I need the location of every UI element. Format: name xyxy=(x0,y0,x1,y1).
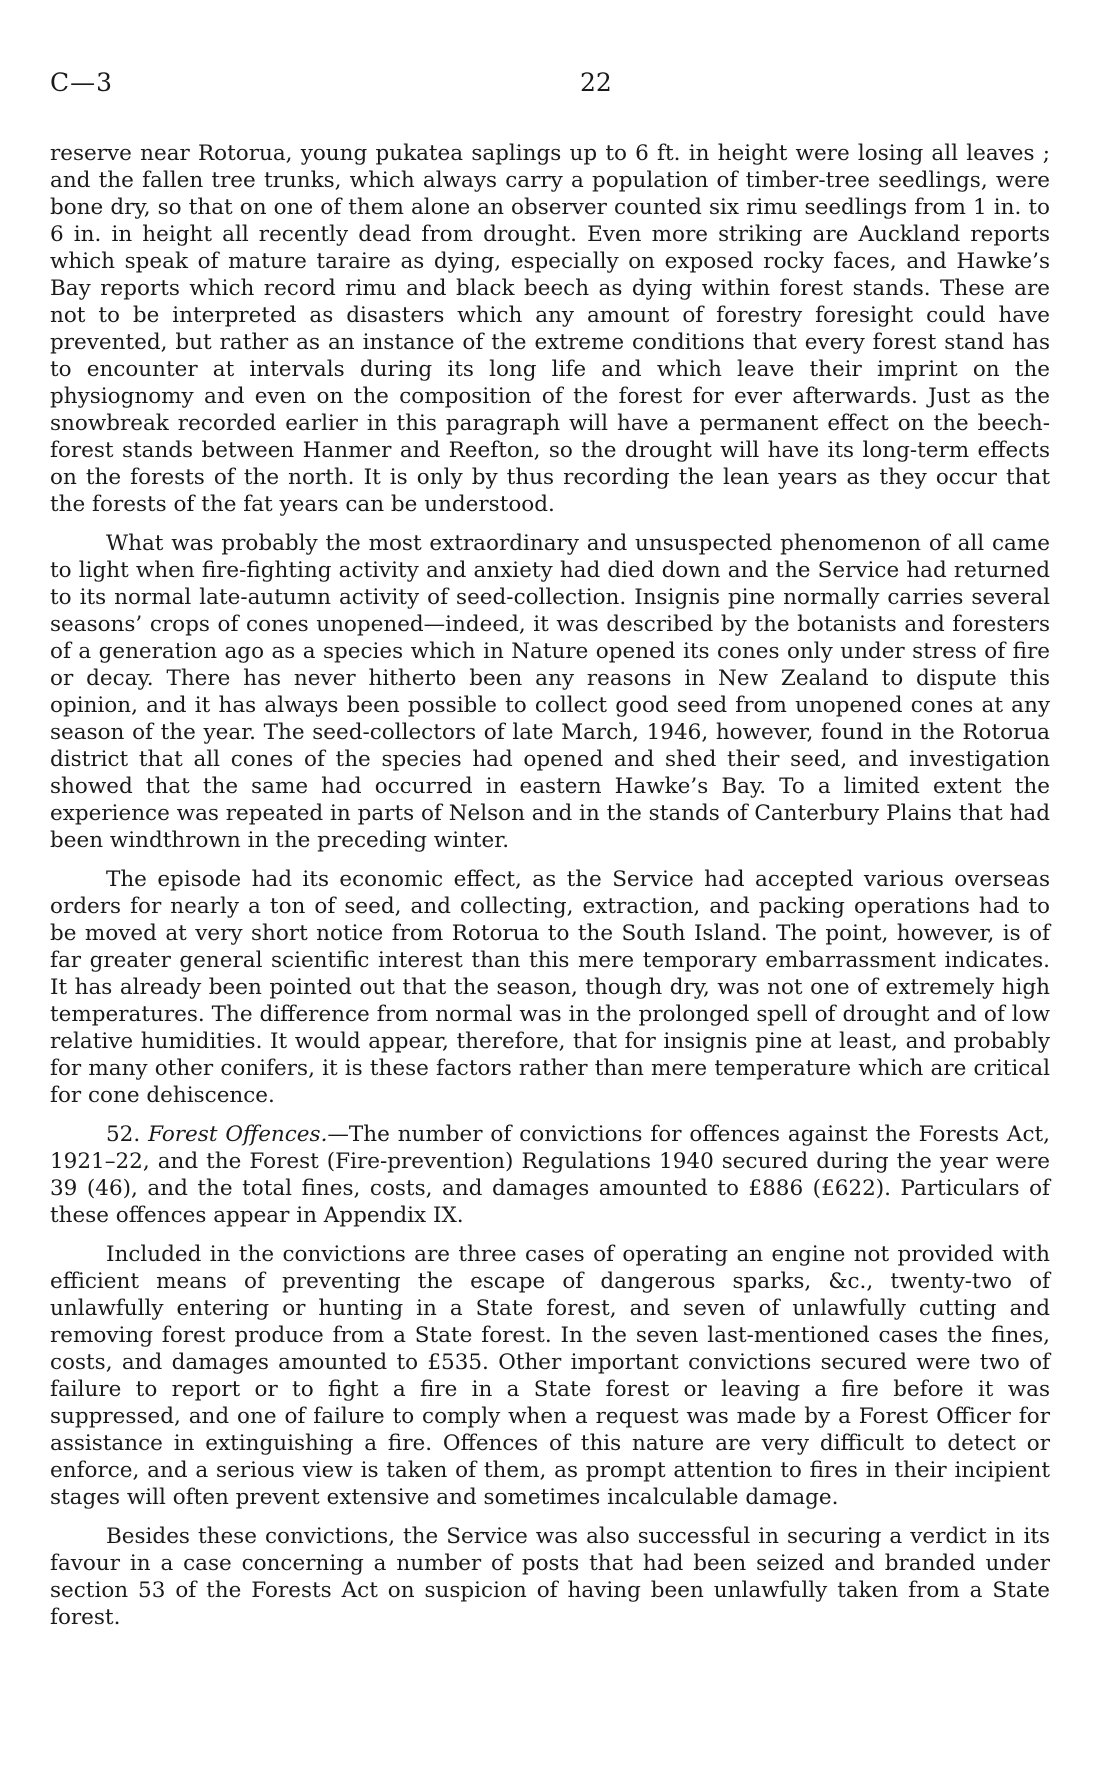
section-number: 52. xyxy=(106,1122,141,1147)
page-body xyxy=(50,140,1050,1643)
paragraph-cone-phenomenon: What was probably the most extraordinary and unsuspected phenomenon of all came to light when fire-fighting activity and anxiety had died down and the Service had returned to its normal late-autumn activity of seed-collection. Insignis pine normally carries several seasons’ crops of cones unopened—indeed, it was described by the botanists and foresters of a generation ago as a species which in Nature opened its cones only under stress of fire or decay. There has never hitherto been any reasons in New Zealand to dispute this opinion, and it has always been possible to collect good seed from unopened cones at any season of the year. The seed-collectors of late March, 1946, however, found in the Rotorua district that all cones of the species had opened and shed their seed, and investigation showed that the same had occurred in eastern Hawke’s Bay. To a limited extent the experience was repeated in parts of Nelson and in the stands of Canterbury Plains that had been windthrown in the preceding winter. xyxy=(50,531,1050,853)
paragraph-verdict: Besides these convictions, the Service was also successful in securing a verdict in its favour in a case concerning a number of posts that had been seized and branded under section 53 of the Forests Act on suspicion of having been unlawfully taken from a State forest. xyxy=(50,1524,1050,1630)
paragraph-economic-effect: The episode had its economic effect, as the Service had accepted various overseas orders for nearly a ton of seed, and collecting, extraction, and packing operations had to be moved at very short notice from Rotorua to the South Island. The point, however, is of far greater general scientific interest than this mere temporary embarrassment indicates. It has already been pointed out that the season, though dry, was not one of extremely high temperatures. The difference from normal was in the prolonged spell of drought and of low relative humidities. It would appear, therefore, that for insignis pine at least, and probably for many other conifers, it is these factors rather than mere temperature which are critical for cone dehiscence. xyxy=(50,867,1050,1108)
document-reference: C—3 xyxy=(50,68,114,97)
page-number: 22 xyxy=(580,68,612,97)
paragraph-drought-effects: reserve near Rotorua, young pukatea saplings up to 6 ft. in height were losing all leaves ; and the fallen tree trunks, which always carry a population of timber-tree seedlings, were bone dry, so that on one of them alone an observer counted six rimu seedlings from 1 in. to 6 in. in height all recently dead from drought. Even more striking are Auckland reports which speak of mature taraire as dying, especially on exposed rocky faces, and Hawke’s Bay reports which record rimu and black beech as dying within forest stands. These are not to be interpreted as disasters which any amount of forestry foresight could have prevented, but rather as an instance of the extreme conditions that every forest stand has to encounter at intervals during its long life and which leave their imprint on the physiognomy and even on the composition of the forest for ever afterwards. Just as the snowbreak recorded earlier in this paragraph will have a permanent effect on the beech-forest stands between Hanmer and Reefton, so the drought will have its long-term effects on the forests of the north. It is only by thus recording the lean years as they occur that the forests of the fat years can be understood. xyxy=(50,141,1050,517)
section-body: The number of convictions for offences against the Forests Act, 1921–22, and the Forest (Fire-prevention) Regulations 1940 secured during the year were 39 (46), and the total fines, costs, and damages amounted to £886 (£622). Particulars of these offences appear in Appendix IX. xyxy=(50,1122,1050,1228)
paragraph-convictions: Included in the convictions are three cases of operating an engine not provided with efficient means of preventing the escape of dangerous sparks, &c., twenty-two of unlawfully entering or hunting in a State forest, and seven of unlawfully cutting and removing forest produce from a State forest. In the seven last-mentioned cases the fines, costs, and damages amounted to £535. Other important convictions secured were two of failure to report or to fight a fire in a State forest or leaving a fire before it was suppressed, and one of failure to comply when a request was made by a Forest Officer for assistance in extinguishing a fire. Offences of this nature are very difficult to detect or enforce, and a serious view is taken of them, as prompt attention to fires in their incipient stages will often prevent extensive and sometimes incalculable damage. xyxy=(50,1242,1050,1510)
paragraph-forest-offences xyxy=(50,1121,1050,1229)
page-header xyxy=(50,68,1050,108)
section-heading: Forest Offences. xyxy=(148,1122,328,1147)
section-dash: — xyxy=(327,1122,349,1147)
